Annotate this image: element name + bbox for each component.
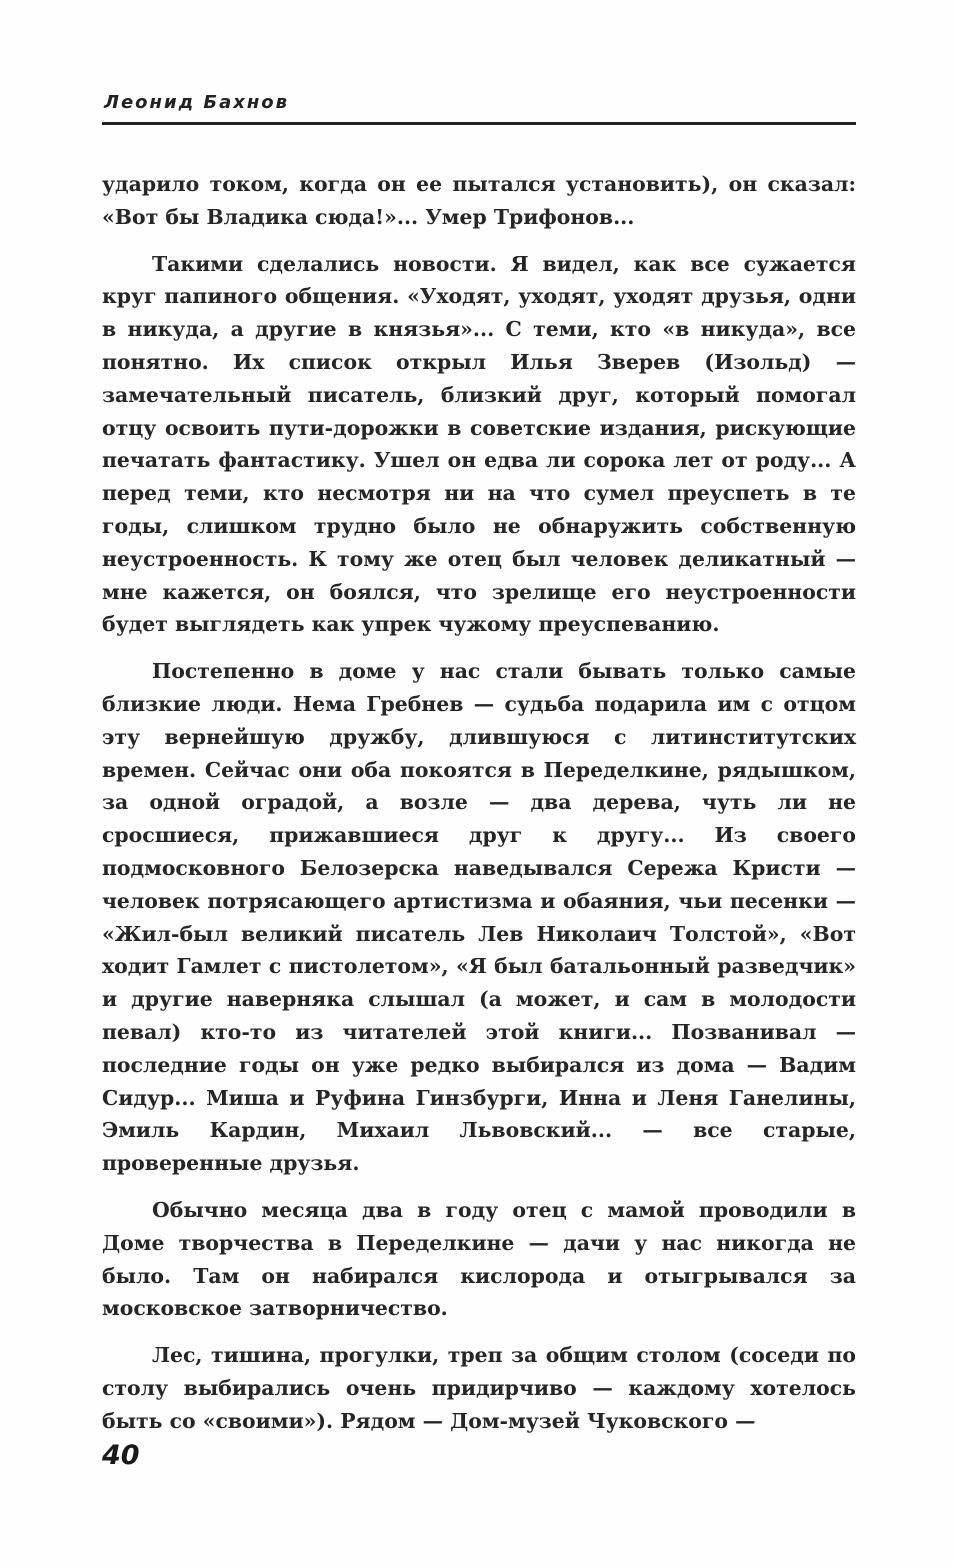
body-text — [102, 168, 856, 1451]
running-header-author: Леонид Бахнов — [104, 92, 290, 113]
paragraph-5: Лес, тишина, прогулки, треп за общим столом (соседи по столу выбирались очень придирчиво — каждому хотелось быть со «своими»). Рядом — Дом-музей Чуковского — — [102, 1343, 856, 1433]
paragraph-2: Такими сделались новости. Я видел, как все сужается круг папиного общения. «Уходят, уходят, уходят друзья, одни в никуда, а другие в князья»... С теми, кто «в никуда», все понятно. Их список открыл Илья Зверев (Изольд) — замечательный писатель, близкий друг, который помогал отцу освоить пути-дорожки в советские издания, рискующие печатать фантастику. Ушел он едва ли сорока лет от роду... А перед теми, кто несмотря ни на что сумел преуспеть в те годы, слишком трудно было не обнаружить собственную неустроенность. К тому же отец был человек деликатный — мне кажется, он боялся, что зрелище его неустроенности будет выглядеть как упрек чужому преуспеванию. — [102, 251, 856, 637]
running-header — [102, 90, 856, 125]
paragraph-4: Обычно месяца два в году отец с мамой проводили в Доме творчества в Переделкине — дачи у нас никогда не было. Там он набирался кислорода и отыгрывался за московское затворничество. — [102, 1197, 856, 1321]
paragraph-1: ударило током, когда он ее пытался установить), он сказал: «Вот бы Владика сюда!»... Умер Трифонов... — [102, 172, 856, 229]
page-number: 40 — [102, 1440, 140, 1471]
paragraph-3: Постепенно в доме у нас стали бывать только самые близкие люди. Нема Гребнев — судьба подарила им с отцом эту вернейшую дружбу, длившуюся с литинститутских времен. Сейчас они оба покоятся в Переделкине, рядышком, за одной оградой, а возле — два дерева, чуть ли не сросшиеся, прижавшиеся друг к другу... Из своего подмосковного Белозерска наведывался Сережа Кристи — человек потрясающего артистизма и обаяния, чьи песенки — «Жил-был великий писатель Лев Николаич Толстой», «Вот ходит Гамлет с пистолетом», «Я был батальонный разведчик» и другие наверняка слышал (а может, и сам в молодости певал) кто-то из читателей этой книги... Позванивал — последние годы он уже редко выбирался из дома — Вадим Сидур... Миша и Руфина Гинзбурги, Инна и Леня Ганелины, Эмиль Кардин, Михаил Львовский... — все старые, проверенные друзья. — [102, 659, 856, 1176]
